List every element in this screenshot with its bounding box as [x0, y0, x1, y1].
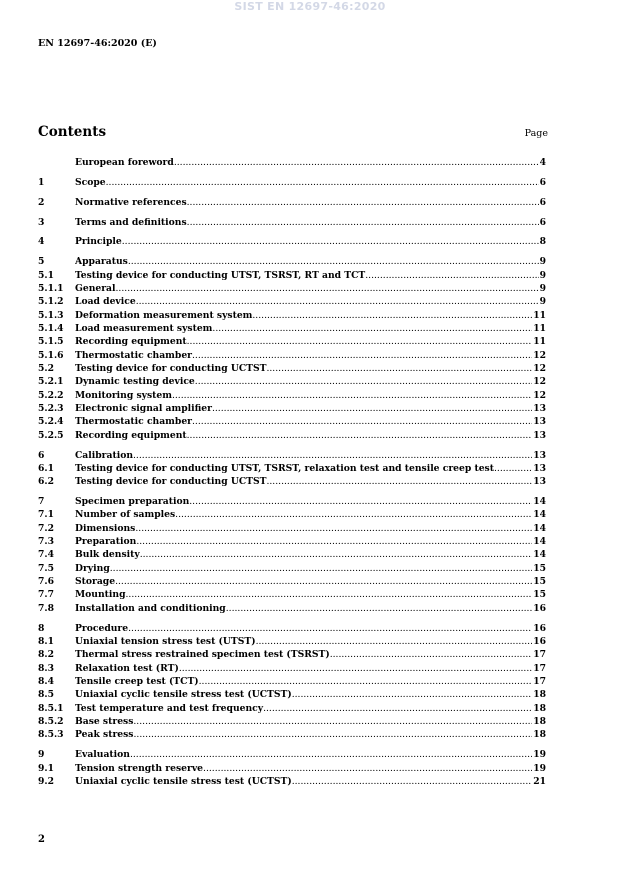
toc-entry[interactable] [38, 363, 546, 376]
toc-entry[interactable] [38, 403, 546, 416]
toc-entry-page: 13 [533, 429, 546, 441]
toc-entry-number: 5.1 [38, 269, 54, 281]
toc-entry-title-wrap [75, 403, 532, 415]
toc-entry[interactable] [38, 649, 546, 662]
toc-entry-title-wrap [75, 430, 532, 442]
toc-entry-page: 13 [533, 449, 546, 461]
toc-entry-title: Testing device for conducting UCTST [75, 362, 267, 374]
toc-entry-number: 7.5 [38, 562, 54, 574]
toc-entry-page: 12 [533, 376, 546, 388]
toc-entry-title-wrap [75, 589, 532, 601]
table-of-contents [38, 157, 546, 789]
toc-dot-leader [263, 703, 532, 715]
toc-entry-title-wrap [75, 310, 532, 322]
toc-entry-title-wrap [75, 256, 539, 268]
toc-entry-title-wrap [75, 663, 532, 675]
toc-entry-title-wrap [75, 536, 532, 548]
toc-entry-number: 9.2 [38, 775, 54, 787]
toc-entry[interactable] [38, 763, 546, 776]
toc-entry-title: Scope [75, 176, 106, 188]
toc-entry-title-wrap [75, 376, 532, 388]
toc-entry-title-wrap [75, 323, 532, 335]
toc-entry-title: Installation and conditioning [75, 602, 226, 614]
toc-entry-page: 16 [533, 622, 546, 634]
toc-entry-page: 18 [533, 689, 546, 701]
toc-entry-title-wrap [75, 549, 532, 561]
toc-dot-leader [187, 430, 533, 442]
toc-entry-title-wrap [75, 177, 539, 189]
toc-entry-page: 17 [533, 662, 546, 674]
toc-dot-leader [133, 729, 532, 741]
toc-dot-leader [128, 623, 532, 635]
toc-dot-leader [226, 603, 532, 615]
toc-entry-page: 17 [533, 676, 546, 688]
toc-entry-number: 9.1 [38, 762, 54, 774]
toc-dot-leader [110, 563, 532, 575]
toc-entry-number: 5.1.4 [38, 322, 64, 334]
toc-entry-title-wrap [75, 157, 539, 169]
toc-dot-leader [192, 416, 532, 428]
toc-entry-title: Tensile creep test (TCT) [75, 676, 199, 688]
toc-dot-leader [266, 363, 532, 375]
toc-entry[interactable] [38, 623, 546, 636]
toc-dot-leader [203, 763, 532, 775]
toc-entry[interactable] [38, 689, 546, 702]
toc-dot-leader [133, 450, 532, 462]
toc-entry-title: Relaxation test (RT) [75, 662, 179, 674]
toc-entry-title: Testing device for conducting UTST, TSRST, relaxation test and tensile creep test [75, 462, 494, 474]
toc-entry-title-wrap [75, 350, 532, 362]
toc-entry-title-wrap [75, 576, 532, 588]
toc-entry-title: European foreword [75, 157, 174, 168]
toc-entry-title: Evaluation [75, 749, 130, 761]
toc-entry-title-wrap [75, 763, 532, 775]
toc-dot-leader [179, 663, 532, 675]
toc-entry-number: 8.3 [38, 662, 54, 674]
toc-entry-title: Monitoring system [75, 389, 172, 401]
toc-entry-page: 15 [533, 562, 546, 574]
toc-entry-title: Base stress [75, 716, 134, 728]
toc-entry-title: Load measurement system [75, 322, 213, 334]
toc-entry-number: 5 [38, 256, 45, 268]
toc-entry-title-wrap [75, 776, 532, 788]
toc-dot-leader [128, 256, 539, 268]
toc-entry-page: 13 [533, 416, 546, 428]
toc-entry-page: 15 [533, 589, 546, 601]
toc-entry[interactable] [38, 236, 546, 249]
toc-entry-title-wrap [75, 363, 532, 375]
toc-dot-leader [133, 716, 532, 728]
toc-entry[interactable] [38, 336, 546, 349]
toc-entry[interactable] [38, 323, 546, 336]
toc-dot-leader [174, 157, 539, 169]
toc-entry[interactable] [38, 476, 546, 489]
toc-entry-number: 7.7 [38, 589, 54, 601]
toc-entry-title: Recording equipment [75, 336, 187, 348]
toc-dot-leader [292, 776, 533, 788]
toc-entry-title: Tension strength reserve [75, 762, 204, 774]
toc-dot-leader [115, 576, 532, 588]
toc-entry-title-wrap [75, 716, 532, 728]
toc-entry-title: Terms and definitions [75, 216, 187, 228]
toc-entry-page: 11 [533, 309, 546, 321]
toc-entry[interactable] [38, 270, 546, 283]
toc-entry[interactable] [38, 509, 546, 522]
toc-entry[interactable] [38, 729, 546, 742]
toc-dot-leader [136, 296, 539, 308]
toc-entry-title-wrap [75, 636, 532, 648]
toc-entry[interactable] [38, 523, 546, 536]
toc-entry-number: 8 [38, 622, 45, 634]
toc-entry-title-wrap [75, 197, 539, 209]
toc-entry-title-wrap [75, 450, 532, 462]
toc-entry-number: 2 [38, 196, 45, 208]
toc-entry-number: 5.2.4 [38, 416, 64, 428]
toc-entry-number: 7.1 [38, 509, 54, 521]
toc-entry-number: 5.1.2 [38, 296, 64, 308]
toc-entry-page: 9 [539, 269, 546, 281]
toc-entry-title-wrap [75, 703, 532, 715]
toc-entry-number: 5.1.6 [38, 349, 64, 361]
toc-entry[interactable] [38, 589, 546, 602]
toc-entry-page: 16 [533, 602, 546, 614]
toc-entry-title: Uniaxial cyclic tensile stress test (UCTST) [75, 775, 292, 787]
toc-entry-title: Thermal stress restrained specimen test (TSRST) [75, 649, 330, 661]
toc-dot-leader [136, 536, 532, 548]
toc-dot-leader [122, 236, 539, 248]
toc-entry-page: 14 [533, 549, 546, 561]
toc-entry-number: 3 [38, 216, 45, 228]
toc-entry-number: 7.6 [38, 576, 54, 588]
toc-entry-page: 13 [533, 476, 546, 488]
toc-entry-title: Dynamic testing device [75, 376, 195, 388]
toc-entry-page: 12 [533, 389, 546, 401]
toc-dot-leader [199, 676, 533, 688]
toc-entry-page: 18 [533, 702, 546, 714]
toc-entry-page: 18 [533, 729, 546, 741]
toc-entry-title: Thermostatic chamber [75, 416, 193, 428]
toc-dot-leader [212, 323, 532, 335]
toc-entry-number: 8.5.1 [38, 702, 64, 714]
toc-entry-title: Testing device for conducting UTST, TSRST, RT and TCT [75, 269, 366, 281]
toc-entry-number: 1 [38, 176, 45, 188]
toc-entry[interactable] [38, 776, 546, 789]
toc-entry-number: 7 [38, 496, 45, 508]
toc-dot-leader [187, 217, 539, 229]
toc-entry-title: Recording equipment [75, 429, 187, 441]
toc-entry-title-wrap [75, 749, 532, 761]
toc-entry-title: Drying [75, 562, 110, 574]
toc-entry-number: 8.5.2 [38, 716, 64, 728]
toc-entry-page: 9 [539, 256, 546, 268]
toc-entry-number: 5.2.1 [38, 376, 64, 388]
toc-entry-title: Apparatus [75, 256, 128, 268]
toc-entry-page: 13 [533, 462, 546, 474]
toc-entry-title: Thermostatic chamber [75, 349, 193, 361]
toc-entry[interactable] [38, 256, 546, 269]
toc-entry-number: 4 [38, 236, 45, 248]
toc-entry[interactable] [38, 350, 546, 363]
toc-entry-page: 12 [533, 349, 546, 361]
toc-entry-page: 16 [533, 636, 546, 647]
toc-entry[interactable] [38, 217, 546, 230]
toc-entry-title: Storage [75, 576, 116, 588]
toc-dot-leader [256, 636, 533, 648]
toc-entry[interactable] [38, 463, 546, 476]
toc-entry-page: 6 [539, 216, 546, 228]
toc-entry-title-wrap [75, 217, 539, 229]
toc-entry-page: 6 [539, 196, 546, 208]
toc-entry-title: Deformation measurement system [75, 309, 253, 321]
toc-entry-number: 5.2.3 [38, 403, 64, 414]
toc-entry-title-wrap [75, 649, 532, 661]
toc-entry[interactable] [38, 376, 546, 389]
toc-entry-title: Number of samples [75, 509, 176, 521]
toc-dot-leader [187, 336, 533, 348]
toc-entry-page: 14 [533, 509, 546, 521]
toc-entry[interactable] [38, 416, 546, 429]
toc-entry-title: Test temperature and test frequency [75, 702, 264, 714]
toc-dot-leader [116, 283, 539, 295]
page-column-label: Page [524, 128, 548, 139]
toc-entry[interactable] [38, 549, 546, 562]
toc-entry-title-wrap [75, 603, 532, 615]
toc-entry[interactable] [38, 197, 546, 210]
toc-dot-leader [330, 649, 533, 661]
toc-entry-number: 8.4 [38, 676, 54, 688]
toc-entry[interactable] [38, 676, 546, 689]
toc-entry-page: 17 [533, 649, 546, 661]
toc-entry-title: Preparation [75, 536, 137, 548]
toc-entry-page: 19 [533, 749, 546, 761]
toc-entry-title: Load device [75, 296, 136, 308]
toc-entry[interactable] [38, 749, 546, 762]
toc-entry-title: Electronic signal amplifier [75, 403, 212, 414]
toc-entry-title-wrap [75, 390, 532, 402]
toc-entry-title: Testing device for conducting UCTST [75, 476, 267, 488]
toc-dot-leader [212, 403, 532, 415]
toc-dot-leader [195, 376, 532, 388]
toc-entry-title-wrap [75, 236, 539, 248]
toc-entry-title: Bulk density [75, 549, 140, 561]
toc-dot-leader [187, 197, 539, 209]
toc-entry[interactable] [38, 496, 546, 509]
toc-entry-title-wrap [75, 563, 532, 575]
toc-entry[interactable] [38, 177, 546, 190]
toc-entry-title-wrap [75, 689, 532, 701]
toc-entry-title-wrap [75, 623, 532, 635]
toc-entry-number: 5.1.3 [38, 309, 64, 321]
toc-entry[interactable] [38, 310, 546, 323]
toc-entry-number: 7.4 [38, 549, 54, 561]
contents-heading: Contents [38, 124, 107, 140]
page-number: 2 [38, 834, 45, 845]
toc-entry-page: 12 [533, 362, 546, 374]
toc-entry[interactable] [38, 296, 546, 309]
watermark: SIST EN 12697-46:2020 [234, 0, 386, 13]
toc-entry-title: Uniaxial cyclic tensile stress test (UCTST) [75, 689, 292, 701]
toc-entry-title: Calibration [75, 449, 134, 461]
toc-dot-leader [252, 310, 532, 322]
toc-entry-page: 11 [533, 336, 546, 348]
toc-entry-title-wrap [75, 496, 532, 508]
toc-entry-title-wrap [75, 283, 539, 295]
toc-entry-number: 5.2 [38, 362, 54, 374]
toc-entry-title-wrap [75, 509, 532, 521]
toc-dot-leader [189, 496, 532, 508]
toc-entry[interactable] [38, 283, 546, 296]
toc-entry-number: 6.2 [38, 476, 54, 488]
toc-entry-title: Normative references [75, 196, 187, 208]
toc-entry-page: 15 [533, 576, 546, 588]
toc-entry-number: 8.5.3 [38, 729, 64, 741]
toc-entry-page: 14 [533, 496, 546, 508]
toc-entry-title: Dimensions [75, 522, 136, 534]
toc-entry-number: 7.3 [38, 536, 54, 548]
toc-entry-number: 6 [38, 449, 45, 461]
toc-entry-title-wrap [75, 296, 539, 308]
toc-entry-page: 8 [539, 236, 546, 248]
toc-entry-title-wrap [75, 729, 532, 741]
toc-entry-page: 9 [539, 296, 546, 308]
toc-entry-title: Peak stress [75, 729, 134, 741]
toc-dot-leader [175, 509, 532, 521]
toc-entry-title-wrap [75, 676, 532, 688]
toc-entry[interactable] [38, 663, 546, 676]
toc-entry-number: 8.1 [38, 636, 54, 647]
toc-dot-leader [192, 350, 532, 362]
toc-entry-title-wrap [75, 270, 539, 282]
toc-entry-page: 13 [533, 403, 546, 414]
toc-entry[interactable] [38, 636, 546, 649]
toc-entry-number: 5.2.2 [38, 389, 64, 401]
toc-entry-number: 8.2 [38, 649, 54, 661]
toc-entry[interactable] [38, 716, 546, 729]
toc-dot-leader [126, 589, 533, 601]
toc-entry-number: 7.8 [38, 602, 54, 614]
toc-dot-leader [365, 270, 538, 282]
toc-entry[interactable] [38, 157, 546, 170]
toc-entry-number: 5.2.5 [38, 429, 64, 441]
toc-dot-leader [172, 390, 532, 402]
toc-entry-page: 4 [539, 157, 546, 168]
toc-dot-leader [494, 463, 532, 475]
toc-dot-leader [130, 749, 532, 761]
toc-dot-leader [266, 476, 532, 488]
toc-entry[interactable] [38, 430, 546, 443]
toc-entry-number: 7.2 [38, 522, 54, 534]
toc-entry-number: 5.1.5 [38, 336, 64, 348]
toc-entry-page: 11 [533, 322, 546, 334]
toc-dot-leader [292, 689, 533, 701]
toc-entry-title-wrap [75, 336, 532, 348]
toc-entry-title: Principle [75, 236, 122, 248]
toc-entry[interactable] [38, 390, 546, 403]
toc-entry-title: Mounting [75, 589, 126, 601]
toc-entry[interactable] [38, 563, 546, 576]
document-id: EN 12697-46:2020 (E) [38, 38, 157, 49]
toc-dot-leader [140, 549, 533, 561]
toc-entry-title: Uniaxial tension stress test (UTST) [75, 636, 256, 647]
toc-entry-number: 9 [38, 749, 45, 761]
toc-entry-page: 18 [533, 716, 546, 728]
toc-entry[interactable] [38, 603, 546, 616]
toc-entry-title-wrap [75, 476, 532, 488]
toc-entry-title-wrap [75, 416, 532, 428]
toc-entry[interactable] [38, 576, 546, 589]
toc-entry[interactable] [38, 450, 546, 463]
toc-entry-page: 14 [533, 536, 546, 548]
toc-entry-page: 6 [539, 176, 546, 188]
toc-dot-leader [106, 177, 539, 189]
toc-entry-page: 21 [533, 775, 546, 787]
toc-entry-number: 8.5 [38, 689, 54, 701]
toc-entry-number: 5.1.1 [38, 282, 64, 294]
toc-entry-page: 9 [539, 282, 546, 294]
toc-entry-title: Specimen preparation [75, 496, 190, 508]
toc-entry[interactable] [38, 703, 546, 716]
toc-entry-title-wrap [75, 463, 532, 475]
toc-entry-title: Procedure [75, 622, 129, 634]
toc-entry-page: 14 [533, 522, 546, 534]
toc-entry-title-wrap [75, 523, 532, 535]
toc-entry-number: 6.1 [38, 462, 54, 474]
toc-entry[interactable] [38, 536, 546, 549]
toc-dot-leader [135, 523, 532, 535]
toc-entry-page: 19 [533, 762, 546, 774]
toc-entry-title: General [75, 282, 116, 294]
